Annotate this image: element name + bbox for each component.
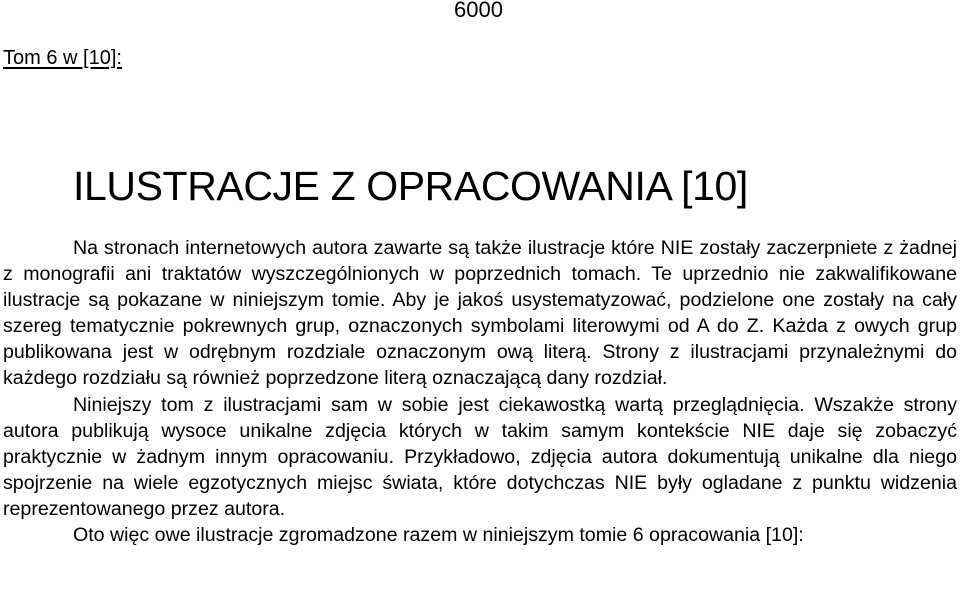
paragraph-uniqueness: Niniejszy tom z ilustracjami sam w sobie jest ciekawostką wartą przeglądnięcia. Wszakże strony autora publikują wysoce unikalne zdjęcia których w takim samym kontekście NIE daje się zobaczyć praktycznie w żadnym innym opracowaniu. Przykładowo, zdjęcia autora dokumentują unikalne dla niego spojrzenie na wiele egzotycznych miejsc świata, które dotychczas NIE były ogladane z punktu widzenia reprezentowanego przez autora. <box>3 393 957 520</box>
body-text <box>3 235 957 548</box>
page-number: 6000 <box>454 0 503 22</box>
paragraph-intro: Na stronach internetowych autora zawarte są także ilustracje które NIE zostały zaczerpniete z żadnej z monografii ani traktatów wyszczególnionych w poprzednich tomach. Te uprzednio nie zakwalifikowane ilustracje są pokazane w niniejszym tomie. Aby je jakoś usystematyzować, podzielone one zostały na cały szereg tematycznie pokrewnych grup, oznaczonych symbolami literowymi od A do Z. Każda z owych grup publikowana jest w odrębnym rozdziale oznaczonym ową literą. Strony z ilustracjami przynależnymi do każdego rozdziału są również poprzedzone literą oznaczającą dany rozdział. <box>3 237 957 390</box>
section-heading: ILUSTRACJE Z OPRACOWANIA [10] <box>73 163 748 209</box>
volume-reference: Tom 6 w [10]: <box>3 47 122 69</box>
paragraph-closing: Oto więc owe ilustracje zgromadzone razem w niniejszym tomie 6 opracowania [10]: <box>73 524 804 547</box>
